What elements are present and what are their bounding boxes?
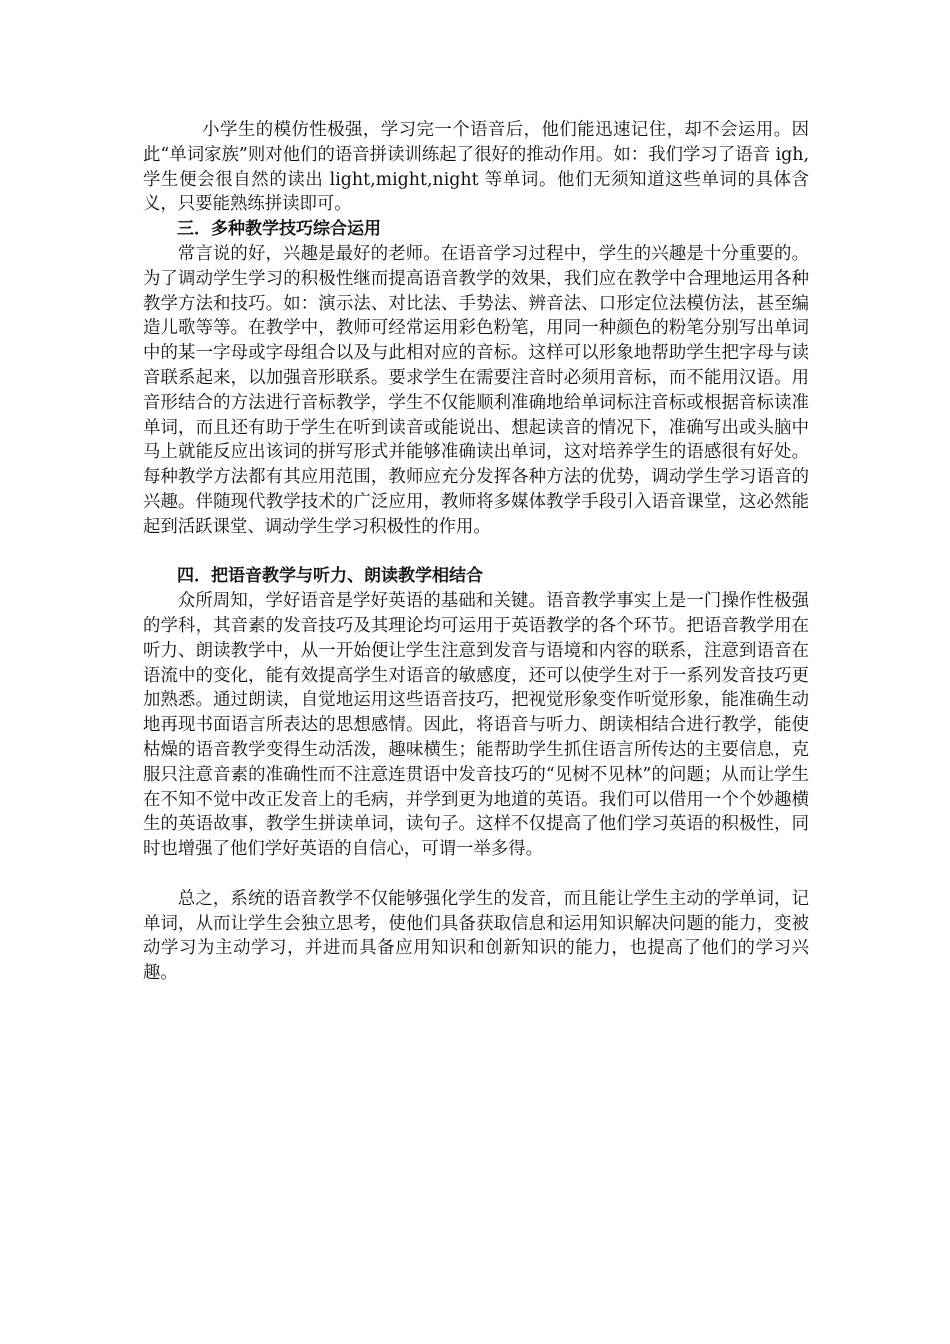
- section-heading-4: 四．把语音教学与听力、朗读教学相结合: [177, 566, 483, 587]
- paragraph-spacer: [143, 862, 809, 887]
- document-page: [143, 118, 809, 986]
- section-heading-3: 三．多种教学技巧综合运用: [177, 219, 381, 240]
- paragraph-listening-reading: 众所周知，学好语音是学好英语的基础和关键。语音教学事实上是一门操作性极强的学科，其音素的发音技巧及其理论均可运用于英语教学的各个环节。把语音教学用在听力、朗读教学中，从一开始便让学生注意到发音与语境和内容的联系，注意到语音在语流中的变化，能有效提高学生对语音的敏感度，还可以使学生对于一系列发音技巧更加熟悉。通过朗读，自觉地运用这些语音技巧，把视觉形象变作听觉形象，能准确生动地再现书面语言所表达的思想感情。因此，将语音与听力、朗读相结合进行教学，能使枯燥的语音教学变得生动活泼，趣味横生；能帮助学生抓住语言所传达的主要信息，克服只注意音素的准确性而不注意连贯语中发音技巧的“见树不见林”的问题；从而让学生在不知不觉中改正发音上的毛病，并学到更为地道的英语。我们可以借用一个个妙趣横生的英语故事，教学生拼读单词，读句子。这样不仅提高了他们学习英语的积极性，同时也增强了他们学好英语的自信心，可谓一举多得。: [143, 591, 809, 860]
- paragraph-conclusion: 总之，系统的语音教学不仅能够强化学生的发音，而且能让学生主动的学单词，记单词，从而让学生会独立思考，使他们具备获取信息和运用知识解决问题的能力，变被动学习为主动学习，并进而具备应用知识和创新知识的能力，也提高了他们的学习兴趣。: [143, 888, 809, 984]
- paragraph-word-family: 小学生的模仿性极强，学习完一个语音后，他们能迅速记住，却不会运用。因此“单词家族”则对他们的语音拼读训练起了很好的推动作用。如：我们学习了语音 igh,学生便会很自然的读出 light,might,night 等单词。他们无须知道这些单词的具体含义，只要能熟练拼读即可。: [143, 120, 809, 215]
- paragraph-spacer: [143, 540, 809, 565]
- paragraph-teaching-techniques: 常言说的好，兴趣是最好的老师。在语音学习过程中，学生的兴趣是十分重要的。为了调动学生学习的积极性继而提高语音教学的效果，我们应在教学中合理地运用各种教学方法和技巧。如：演示法、对比法、手势法、辨音法、口形定位法模仿法，甚至编造儿歌等等。在教学中，教师可经常运用彩色粉笔，用同一种颜色的粉笔分别写出单词中的某一字母或字母组合以及与此相对应的音标。这样可以形象地帮助学生把字母与读音联系起来，以加强音形联系。要求学生在需要注音时必须用音标，而不能用汉语。用音形结合的方法进行音标教学，学生不仅能顺利准确地给单词标注音标或根据音标读准单词，而且还有助于学生在听到读音或能说出、想起读音的情况下，准确写出或头脑中马上就能反应出该词的拼写形式并能够准确读出单词，这对培养学生的语感很有好处。每种教学方法都有其应用范围，教师应充分发挥各种方法的优势，调动学生学习语音的兴趣。伴随现代教学技术的广泛应用，教师将多媒体教学手段引入语音课堂，这必然能起到活跃课堂、调动学生学习积极性的作用。: [143, 243, 809, 537]
